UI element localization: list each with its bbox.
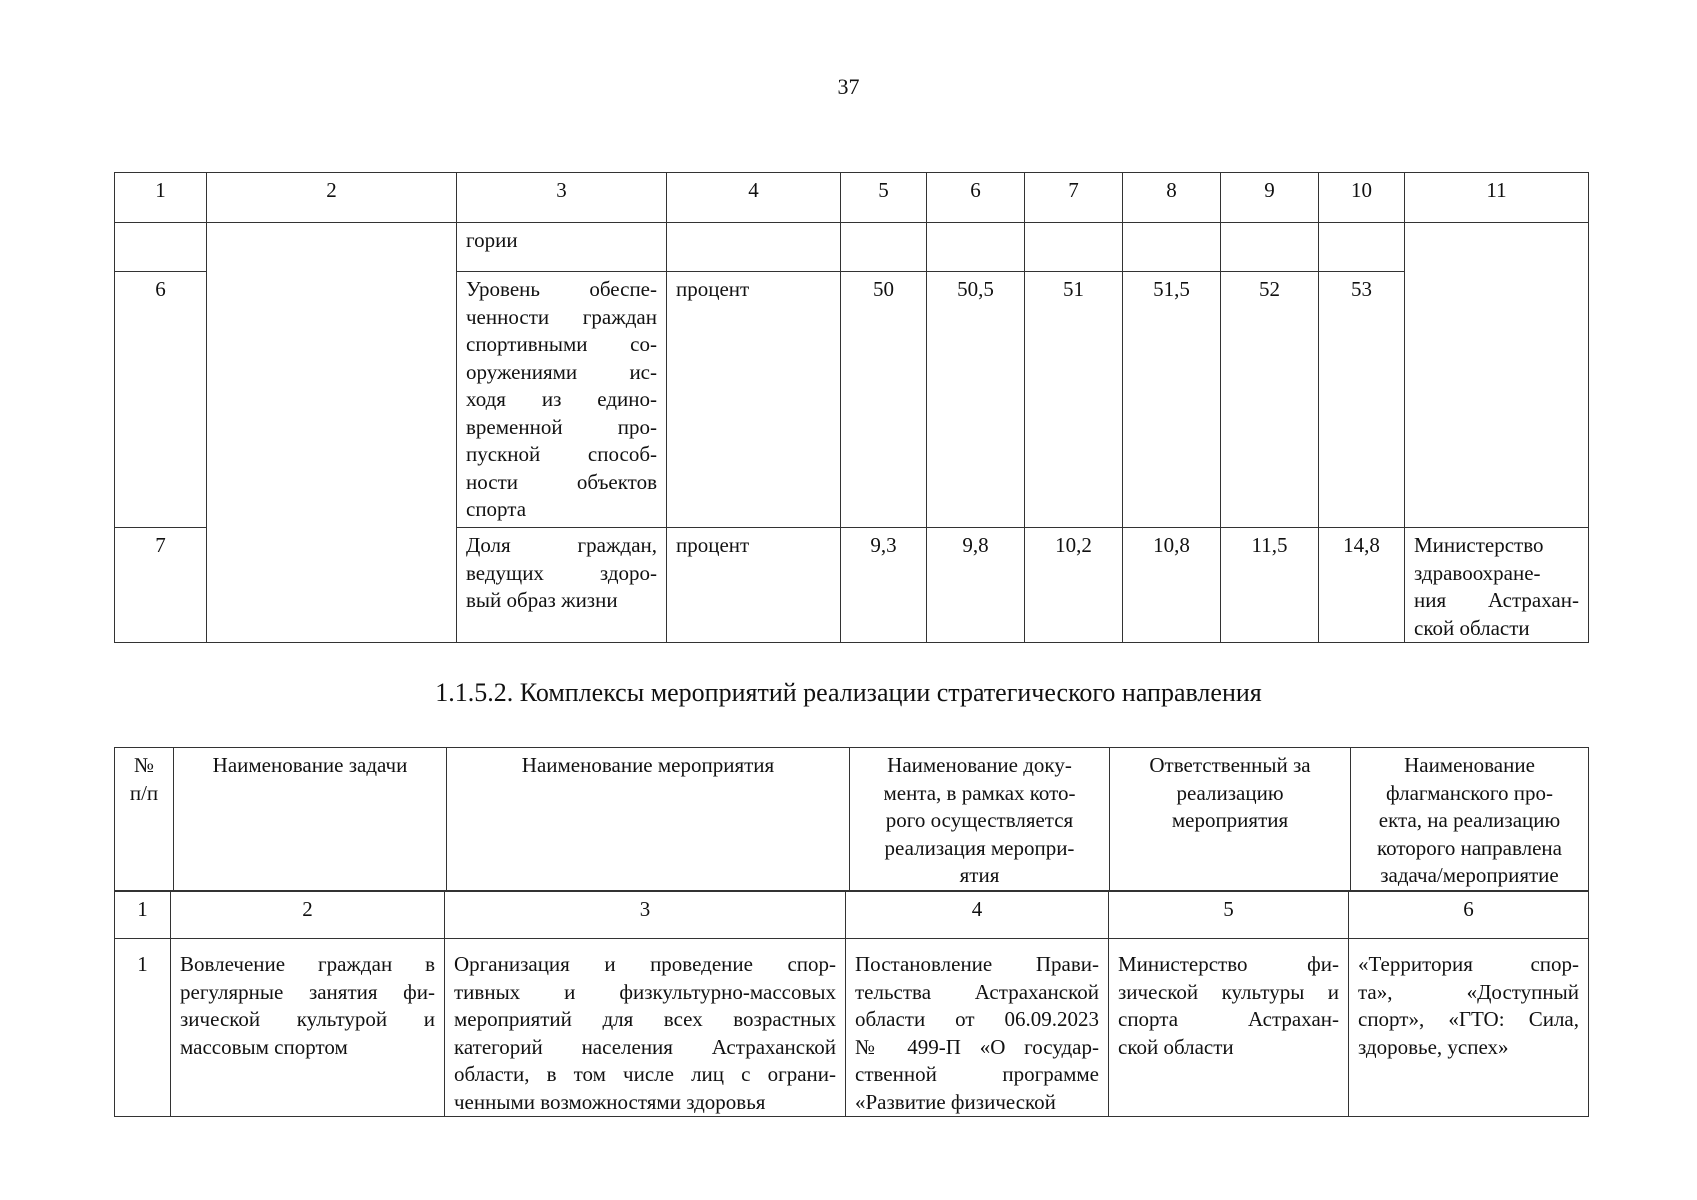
text-line: зической культурой и [180, 1007, 435, 1031]
measures-header-table [114, 747, 1589, 891]
column-number: 6 [927, 173, 1025, 223]
text-line: Ответственный за [1149, 753, 1311, 777]
row-number: 6 [115, 272, 207, 528]
text-line: Организация и проведение спор- [454, 952, 836, 976]
document-name [846, 939, 1109, 1117]
measures-table [114, 891, 1589, 1117]
value-cell: 53 [1319, 272, 1405, 528]
value-cell: 11,5 [1221, 528, 1319, 643]
row-number: 7 [115, 528, 207, 643]
column-number: 9 [1221, 173, 1319, 223]
text-line: № [133, 753, 155, 777]
value-cell: 10,2 [1025, 528, 1123, 643]
table-cell [1221, 223, 1319, 272]
unit: процент [667, 272, 841, 528]
text-line: мента, в рамках кото- [883, 780, 1076, 805]
table-cell [927, 223, 1025, 272]
task-name [171, 939, 445, 1117]
text-line: ственной программе [855, 1062, 1099, 1086]
text-line: ской области [1118, 1034, 1234, 1059]
header-responsible [1110, 748, 1351, 891]
column-number: 3 [445, 892, 846, 939]
text-line: ской области [1414, 615, 1530, 640]
text-line: здравоохране- [1414, 560, 1541, 585]
text-line: спортивными со- [466, 332, 657, 356]
page-number: 37 [837, 74, 860, 99]
text-line: Наименование [1404, 753, 1535, 777]
text-line: спорта Астрахан- [1118, 1007, 1339, 1031]
header-project [1351, 748, 1589, 891]
text-line: спорта [466, 497, 527, 521]
text-line: п/п [129, 780, 159, 805]
event-name [445, 939, 846, 1117]
text-line: Наименование доку- [887, 753, 1072, 777]
column-number: 2 [171, 892, 445, 939]
table-cell [1319, 223, 1405, 272]
text-line: вый образ жизни [466, 588, 618, 612]
table-cell [207, 223, 457, 643]
column-number: 1 [115, 892, 171, 939]
header-document [850, 748, 1110, 891]
text-line: мероприятия [1171, 808, 1289, 832]
text-line: тельства Астраханской [855, 979, 1099, 1004]
text-line: Наименование задачи [212, 753, 408, 777]
column-number: 10 [1319, 173, 1405, 223]
text-line: временной про- [466, 414, 657, 439]
value-cell: 50 [841, 272, 927, 528]
text-line: пускной способ- [466, 442, 657, 466]
column-number: 8 [1123, 173, 1221, 223]
column-number: 4 [846, 892, 1109, 939]
header-task [174, 748, 447, 891]
column-number: 1 [115, 173, 207, 223]
table-header-row [115, 748, 1589, 891]
text-line: зической культуры и [1118, 979, 1339, 1004]
value-cell: 9,3 [841, 528, 927, 643]
value-cell: 52 [1221, 272, 1319, 528]
column-number: 5 [841, 173, 927, 223]
text-line: Постановление Прави- [855, 952, 1099, 976]
text-line: ченными возможностями здоровья [454, 1089, 766, 1114]
text-line: реализацию [1176, 780, 1284, 805]
table-row [115, 223, 1589, 272]
text-line: мероприятий для всех возрастных [454, 1007, 836, 1031]
text-line: спорт», «ГТО: Сила, [1358, 1007, 1579, 1031]
value-cell: 51 [1025, 272, 1123, 528]
responsible-org [1109, 939, 1349, 1117]
text-line: екта, на реализацию [1378, 808, 1561, 832]
table-cell [115, 223, 207, 272]
section-title: 1.1.5.2. Комплексы мероприятий реализации стратегического направления [435, 678, 1262, 707]
header-number [115, 748, 174, 891]
text-line: та», «Доступный [1358, 979, 1579, 1004]
unit: процент [667, 528, 841, 643]
text-line: флагманского про- [1386, 780, 1553, 805]
text-line: Доля граждан, [466, 533, 657, 557]
table-cell [1405, 223, 1589, 528]
table-cell [1123, 223, 1221, 272]
table-cell [667, 223, 841, 272]
text-line: Наименование мероприятия [521, 753, 775, 777]
text-line: ности объектов [466, 469, 657, 494]
text-line: ведущих здоро- [466, 560, 657, 585]
text-line: Министерство фи- [1118, 952, 1339, 976]
text-line: области, в том числе лиц с ограни- [454, 1062, 836, 1086]
text-line: регулярные занятия фи- [180, 979, 435, 1004]
text-line: тивных и физкультурно-массовых [454, 979, 836, 1004]
text-line: оружениями ис- [466, 359, 657, 384]
text-line: массовым спортом [180, 1034, 348, 1059]
table-header-row [115, 173, 1589, 223]
text-line: «Территория спор- [1358, 952, 1579, 976]
text-line: № 499-П «О государ- [855, 1034, 1099, 1059]
text-line: области от 06.09.2023 [855, 1007, 1099, 1031]
table-header-row [115, 892, 1589, 939]
header-event [447, 748, 850, 891]
text-line: ченности граждан [466, 304, 657, 329]
value-cell: 51,5 [1123, 272, 1221, 528]
text-line: реализация меропри- [884, 835, 1075, 860]
flagship-project [1349, 939, 1589, 1117]
value-cell: 9,8 [927, 528, 1025, 643]
table-row [115, 939, 1589, 1117]
text-line: которого направлена [1377, 835, 1562, 860]
continued-text: гории [457, 223, 667, 272]
indicators-table [114, 172, 1589, 643]
text-line: ния Астрахан- [1414, 588, 1579, 612]
indicator-name [457, 272, 667, 528]
text-line: категорий населения Астраханской [454, 1034, 836, 1059]
column-number: 3 [457, 173, 667, 223]
table-cell [1025, 223, 1123, 272]
column-number: 7 [1025, 173, 1123, 223]
text-line: здоровье, успех» [1358, 1034, 1509, 1059]
table-cell [841, 223, 927, 272]
text-line: ходя из едино- [466, 387, 657, 411]
text-line: ятия [959, 863, 1000, 887]
column-number: 4 [667, 173, 841, 223]
text-line: задача/мероприятие [1380, 863, 1559, 887]
text-line: Вовлечение граждан в [180, 952, 435, 976]
text-line: «Развитие физической [855, 1089, 1056, 1114]
text-line: Уровень обеспе- [466, 277, 657, 301]
value-cell: 10,8 [1123, 528, 1221, 643]
value-cell: 14,8 [1319, 528, 1405, 643]
column-number: 11 [1405, 173, 1589, 223]
column-number: 5 [1109, 892, 1349, 939]
column-number: 2 [207, 173, 457, 223]
text-line: Министерство [1414, 533, 1544, 557]
indicator-name [457, 528, 667, 643]
responsible-org [1405, 528, 1589, 643]
column-number: 6 [1349, 892, 1589, 939]
row-number: 1 [115, 939, 171, 1117]
text-line: рого осуществляется [885, 808, 1074, 832]
value-cell: 50,5 [927, 272, 1025, 528]
